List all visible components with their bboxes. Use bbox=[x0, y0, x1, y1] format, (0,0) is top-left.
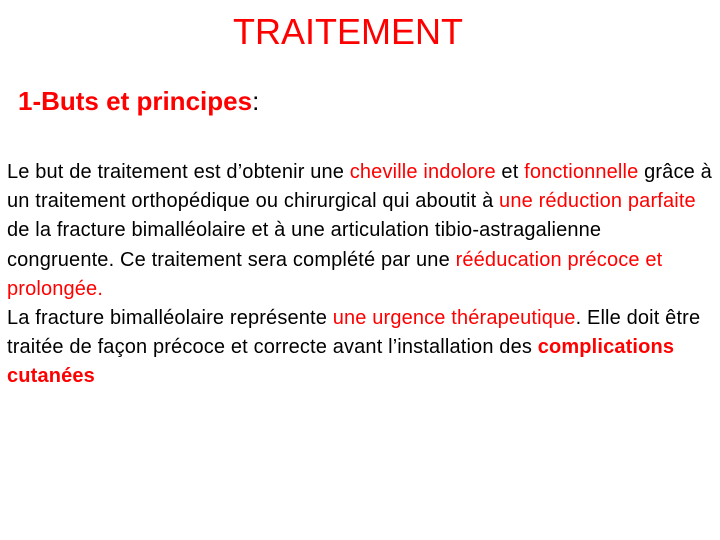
slide-title: TRAITEMENT bbox=[233, 11, 463, 52]
section-heading-text: 1-Buts et principes bbox=[18, 86, 253, 116]
highlight-complications-cutanees: complications cutanées bbox=[7, 336, 675, 388]
highlight-urgence-therapeutique: une urgence thérapeutique bbox=[332, 307, 576, 330]
highlight-reduction-parfaite: une réduction parfaite bbox=[499, 190, 696, 213]
highlight-fonctionnelle: fonctionnelle bbox=[524, 161, 639, 183]
section-heading bbox=[18, 84, 259, 118]
text-segment: La fracture bimalléolaire représente bbox=[7, 307, 333, 330]
paragraph-urgency bbox=[7, 304, 713, 392]
highlight-cheville-indolore: cheville indolore bbox=[349, 161, 496, 183]
text-segment: grâce à un traitement orthopédique ou chirurgical qui aboutit à bbox=[7, 161, 712, 213]
text-segment: et bbox=[495, 161, 525, 183]
section-heading-colon: : bbox=[252, 86, 260, 116]
text-segment: de la fracture bimalléolaire et à une articulation tibio-astragalienne congruente. Ce traitement sera complété par une bbox=[7, 219, 602, 271]
text-segment: . Elle doit être traitée de façon précoce et correcte avant l’installation des bbox=[7, 307, 701, 359]
body-text bbox=[7, 158, 713, 392]
highlight-reeducation: rééducation précoce et prolongée. bbox=[7, 248, 663, 300]
text-segment: Le but de traitement est d’obtenir une bbox=[7, 161, 350, 183]
paragraph-objective bbox=[7, 158, 713, 304]
